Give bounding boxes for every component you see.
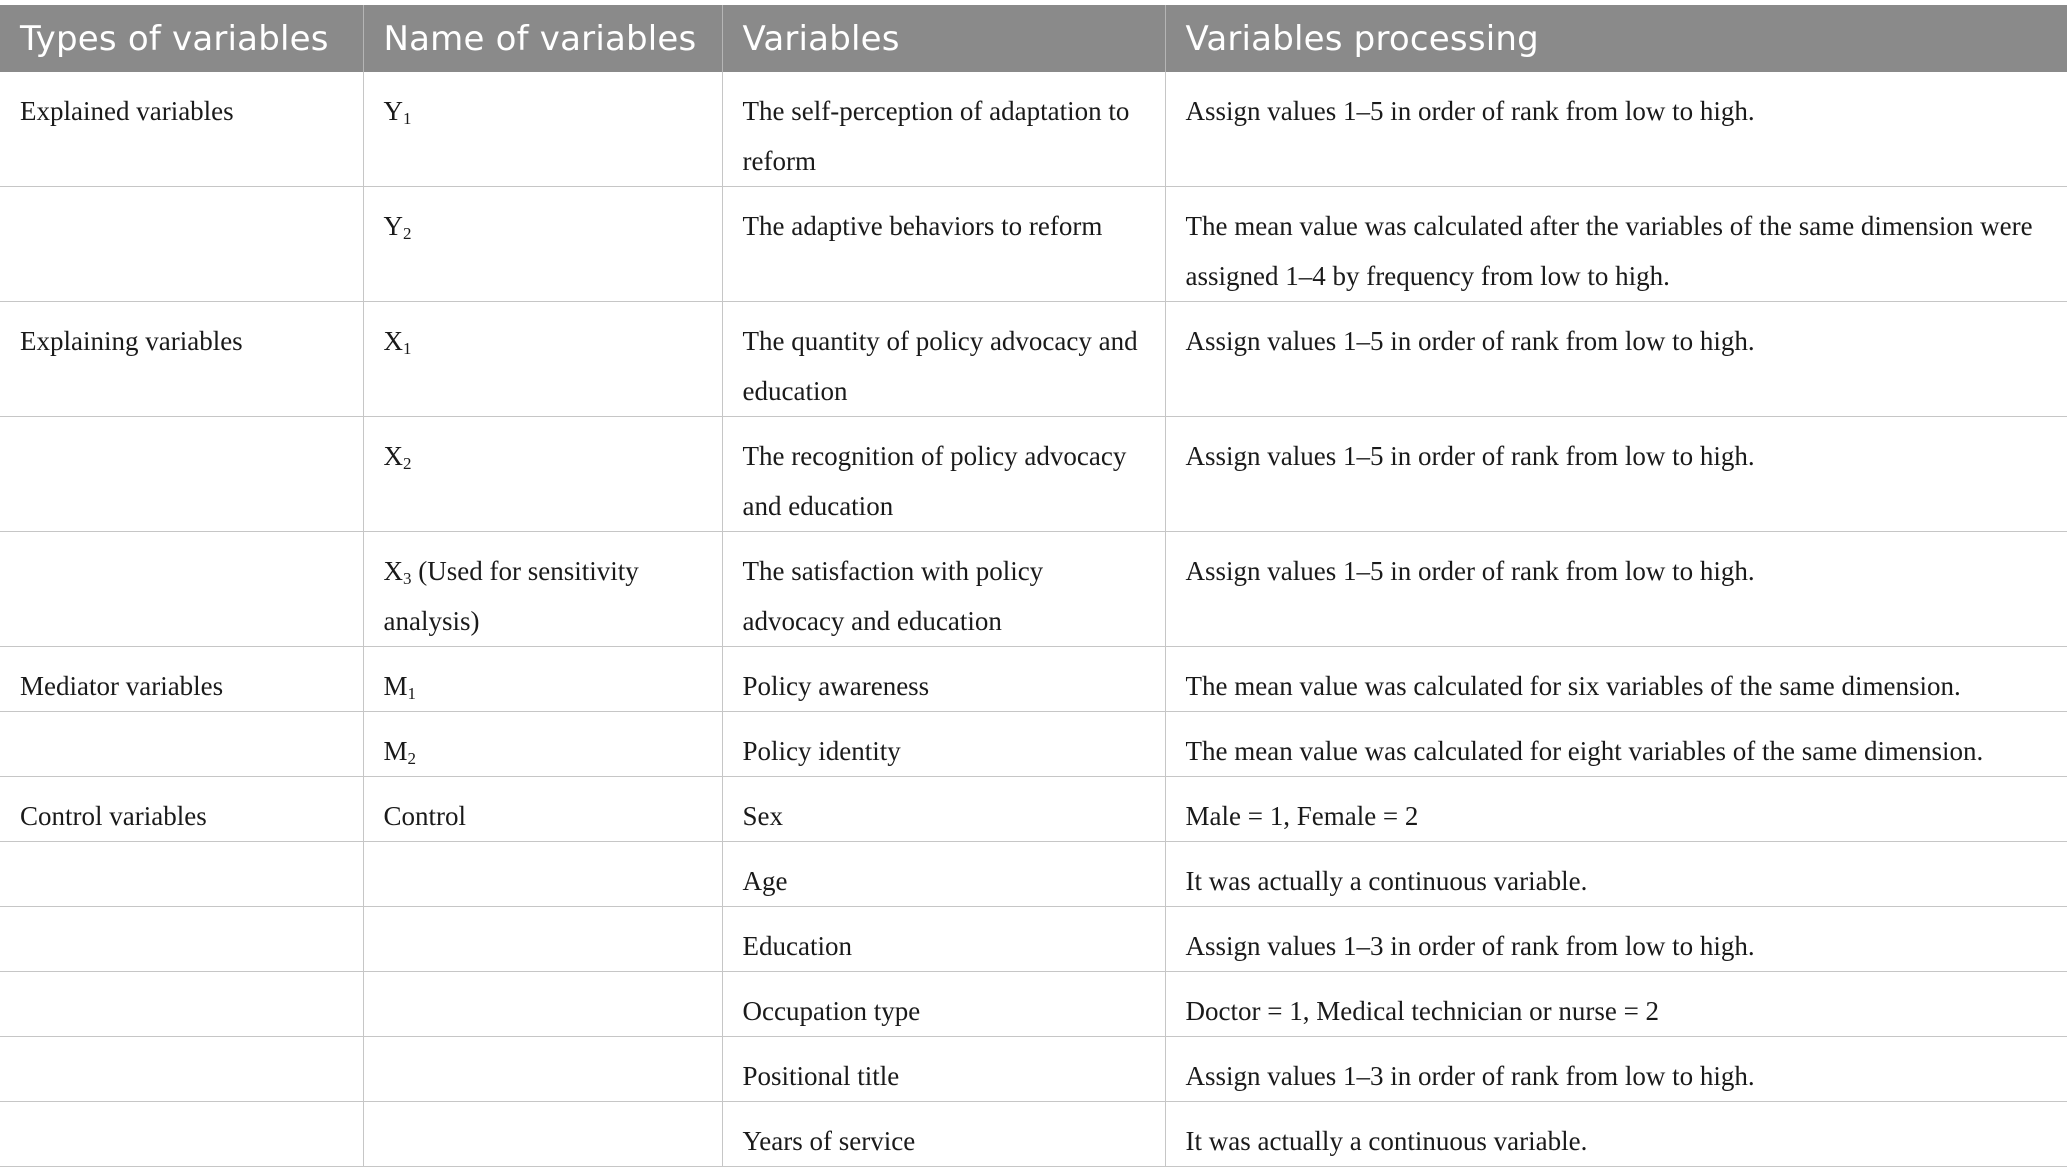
- cell-name: [363, 842, 722, 907]
- cell-type: [0, 907, 363, 972]
- cell-variable: The self-perception of adaptation to reform: [722, 72, 1165, 187]
- cell-variable: Policy identity: [722, 712, 1165, 777]
- cell-name: [363, 1102, 722, 1167]
- name-symbol: X: [383, 441, 403, 471]
- table-row: [0, 907, 2067, 972]
- cell-variable: The adaptive behaviors to reform: [722, 187, 1165, 302]
- cell-variable: Age: [722, 842, 1165, 907]
- header-row: [0, 5, 2067, 72]
- variables-table: [0, 5, 2067, 1167]
- cell-variable: Policy awareness: [722, 647, 1165, 712]
- name-symbol: Y: [383, 211, 403, 241]
- cell-type: Control variables: [0, 777, 363, 842]
- cell-processing: Doctor = 1, Medical technician or nurse = 2: [1165, 972, 2067, 1037]
- cell-name: [363, 647, 722, 712]
- cell-processing: Assign values 1–5 in order of rank from low to high.: [1165, 417, 2067, 532]
- table-row: [0, 1102, 2067, 1167]
- cell-type: [0, 972, 363, 1037]
- name-subscript: 3: [403, 569, 412, 588]
- cell-name: [363, 417, 722, 532]
- cell-variable: Years of service: [722, 1102, 1165, 1167]
- cell-type: Explained variables: [0, 72, 363, 187]
- cell-name: [363, 532, 722, 647]
- table-row: [0, 532, 2067, 647]
- name-subscript: 1: [403, 109, 412, 128]
- name-symbol: Y: [383, 96, 403, 126]
- header-name-of-variables: Name of variables: [363, 5, 722, 72]
- cell-variable: Sex: [722, 777, 1165, 842]
- cell-processing: Assign values 1–5 in order of rank from low to high.: [1165, 532, 2067, 647]
- header-variables-processing: Variables processing: [1165, 5, 2067, 72]
- table-row: [0, 417, 2067, 532]
- cell-processing: The mean value was calculated after the variables of the same dimension were assigned 1–4 by frequency from low to high.: [1165, 187, 2067, 302]
- name-symbol: M: [383, 671, 408, 701]
- name-subscript: 2: [403, 224, 412, 243]
- name-suffix: (Used for sensitivity analysis): [383, 556, 639, 636]
- cell-processing: The mean value was calculated for six variables of the same dimension.: [1165, 647, 2067, 712]
- cell-processing: Assign values 1–3 in order of rank from low to high.: [1165, 907, 2067, 972]
- cell-variable: Occupation type: [722, 972, 1165, 1037]
- cell-type: [0, 1037, 363, 1102]
- table-row: [0, 187, 2067, 302]
- cell-type: Mediator variables: [0, 647, 363, 712]
- table-row: [0, 72, 2067, 187]
- table-row: [0, 302, 2067, 417]
- name-subscript: 2: [407, 749, 417, 768]
- cell-variable: Education: [722, 907, 1165, 972]
- table-body: [0, 72, 2067, 1167]
- cell-type: Explaining variables: [0, 302, 363, 417]
- cell-processing: The mean value was calculated for eight variables of the same dimension.: [1165, 712, 2067, 777]
- table-row: [0, 842, 2067, 907]
- cell-processing: Assign values 1–3 in order of rank from low to high.: [1165, 1037, 2067, 1102]
- cell-variable: Positional title: [722, 1037, 1165, 1102]
- table-header: [0, 5, 2067, 72]
- header-types-of-variables: Types of variables: [0, 5, 363, 72]
- cell-type: [0, 712, 363, 777]
- name-symbol: M: [383, 736, 408, 766]
- cell-processing: Assign values 1–5 in order of rank from low to high.: [1165, 302, 2067, 417]
- cell-processing: Male = 1, Female = 2: [1165, 777, 2067, 842]
- table-row: [0, 1037, 2067, 1102]
- cell-name: [363, 1037, 722, 1102]
- name-subscript: 2: [403, 454, 412, 473]
- header-variables: Variables: [722, 5, 1165, 72]
- cell-name: [363, 972, 722, 1037]
- table-row: [0, 777, 2067, 842]
- table-row: [0, 712, 2067, 777]
- cell-type: [0, 187, 363, 302]
- cell-name: [363, 72, 722, 187]
- cell-variable: The satisfaction with policy advocacy and education: [722, 532, 1165, 647]
- cell-name: [363, 907, 722, 972]
- name-symbol: Control: [383, 801, 467, 831]
- name-subscript: 1: [403, 339, 412, 358]
- cell-name: [363, 302, 722, 417]
- cell-processing: It was actually a continuous variable.: [1165, 1102, 2067, 1167]
- cell-type: [0, 417, 363, 532]
- name-symbol: X: [383, 326, 403, 356]
- name-symbol: X: [383, 556, 403, 586]
- cell-name: [363, 777, 722, 842]
- cell-name: [363, 187, 722, 302]
- cell-processing: Assign values 1–5 in order of rank from low to high.: [1165, 72, 2067, 187]
- cell-type: [0, 532, 363, 647]
- cell-variable: The quantity of policy advocacy and education: [722, 302, 1165, 417]
- cell-type: [0, 1102, 363, 1167]
- cell-name: [363, 712, 722, 777]
- cell-variable: The recognition of policy advocacy and education: [722, 417, 1165, 532]
- cell-type: [0, 842, 363, 907]
- cell-processing: It was actually a continuous variable.: [1165, 842, 2067, 907]
- table-row: [0, 972, 2067, 1037]
- table-row: [0, 647, 2067, 712]
- name-subscript: 1: [407, 684, 417, 703]
